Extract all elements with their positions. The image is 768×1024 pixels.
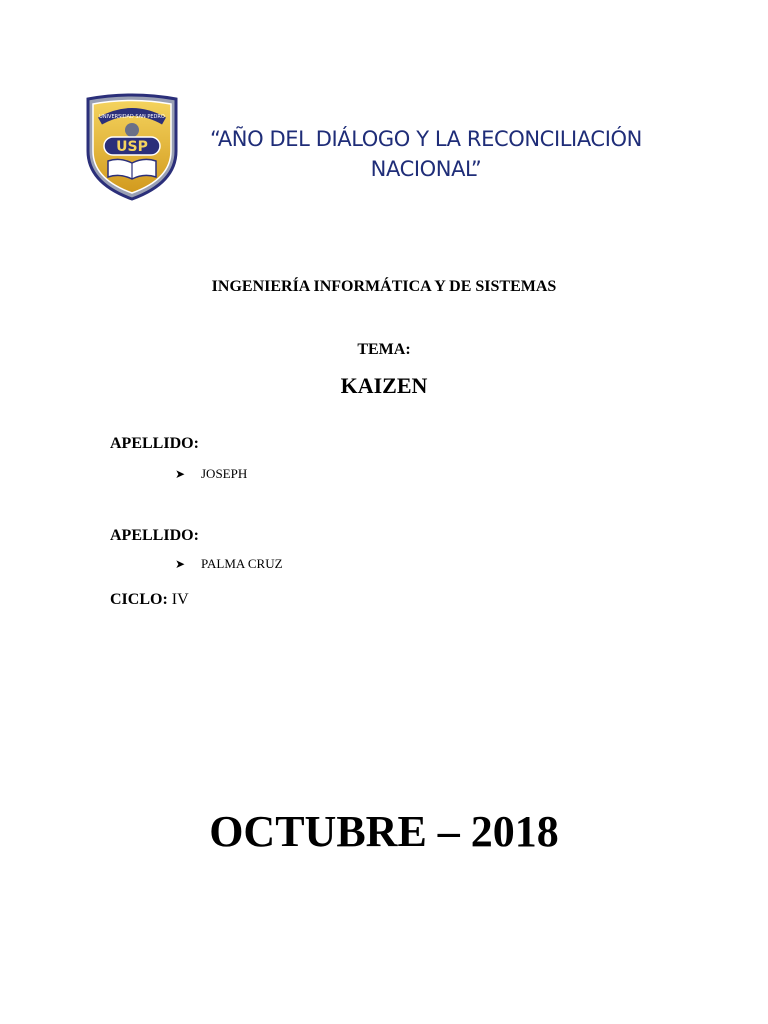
ciclo-line [110, 591, 189, 609]
ciclo-value: IV [171, 591, 189, 608]
apellido-label-1: APELLIDO: [110, 435, 199, 452]
apellido-value-2: PALMA CRUZ [201, 556, 283, 571]
arrow-bullet-icon: ➤ [175, 556, 186, 571]
apellido-value-1: JOSEPH [201, 466, 248, 481]
tema-value: KAIZEN [340, 373, 428, 398]
ciclo-label: CICLO: [110, 591, 168, 608]
university-shield-logo [84, 93, 180, 201]
arrow-bullet-icon: ➤ [175, 466, 186, 481]
logo-arc-text: UNIVERSIDAD SAN PEDRO [99, 114, 165, 120]
logo-initials: USP [116, 139, 148, 155]
motto-line-2: NACIONAL” [370, 157, 482, 181]
apellido-label-2: APELLIDO: [110, 527, 199, 544]
tema-label: TEMA: [357, 341, 411, 358]
career-title: INGENIERÍA INFORMÁTICA Y DE SISTEMAS [211, 278, 557, 295]
document-date: OCTUBRE – 2018 [209, 807, 559, 856]
apellido-item-1 [175, 466, 247, 482]
motto-line-1: “AÑO DEL DIÁLOGO Y LA RECONCILIACIÓN [210, 127, 642, 151]
motto-heading [186, 124, 666, 184]
apellido-item-2 [175, 556, 283, 572]
